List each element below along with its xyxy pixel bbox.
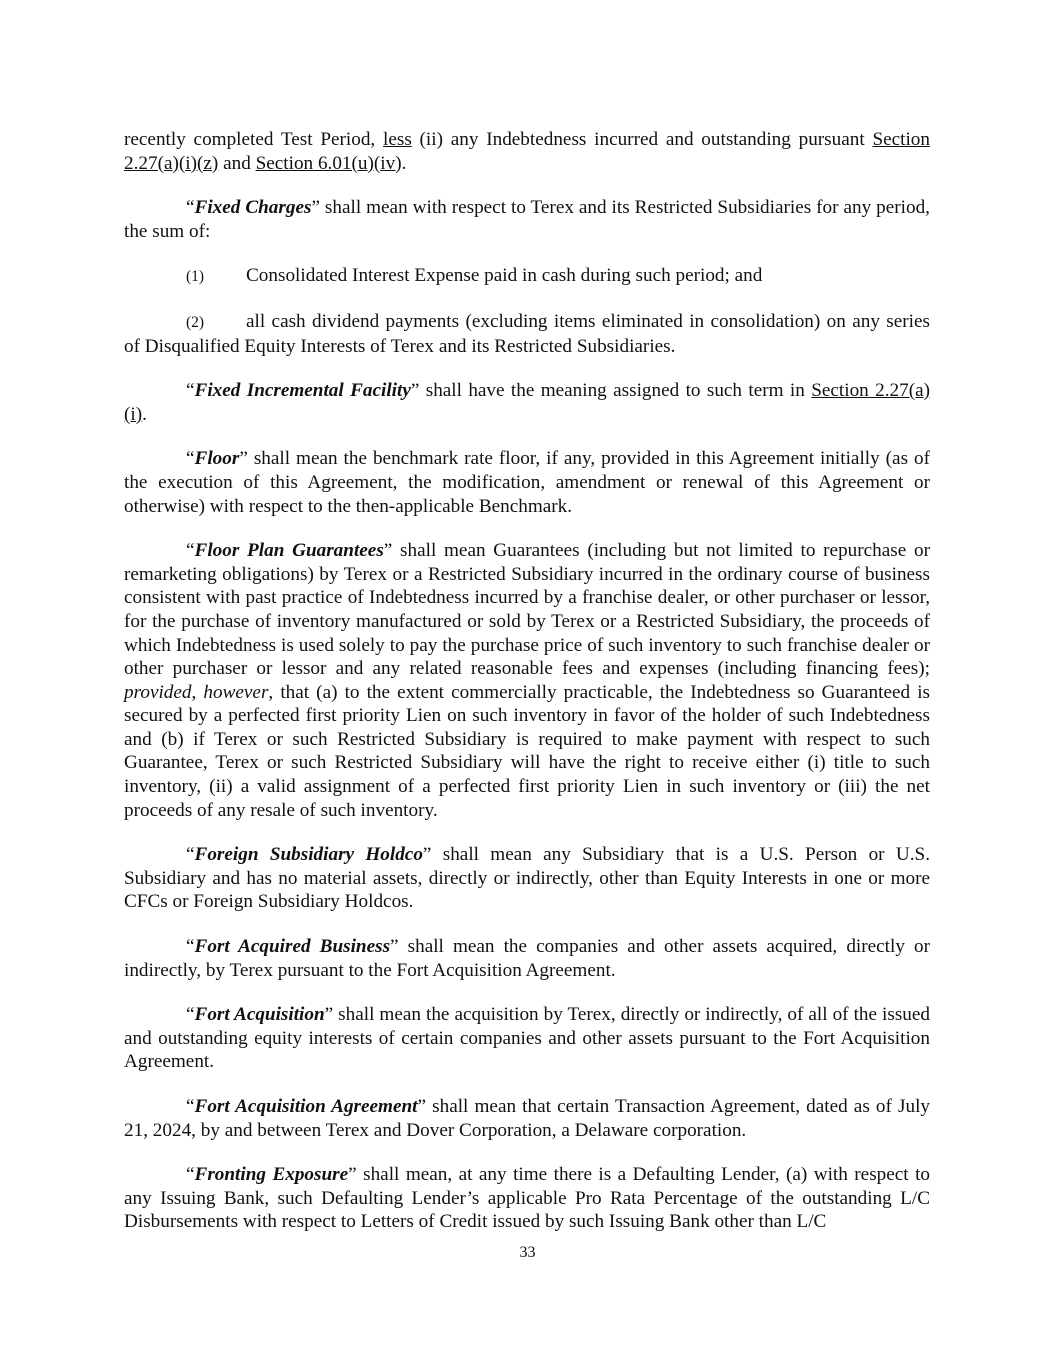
defined-term: Fixed Incremental Facility <box>194 380 411 402</box>
defined-term: Floor <box>194 448 240 470</box>
list-number: (1) <box>186 268 205 286</box>
section-ref: Section 2.27(a)(i)(z) <box>124 129 930 174</box>
defined-term: Foreign Subsidiary Holdco <box>194 844 423 866</box>
definition-fixed-charges: “Fixed Charges” shall mean with respect to Terex and its Restricted Subsidiaries for any period, the sum of: <box>124 197 930 242</box>
italic-word: provided <box>124 681 192 703</box>
definition-fronting-exposure: “Fronting Exposure” shall mean, at any time there is a Defaulting Lender, (a) with respect to any Issuing Bank, such Defaulting Lender’s applicable Pro Rata Percentage of the outstanding L/C Disbursements with respect to Letters of Credit issued by such Issuing Bank other than L/C <box>124 1164 930 1233</box>
defined-term: Fort Acquired Business <box>194 936 391 958</box>
definition-fort-acquisition-agreement: “Fort Acquisition Agreement” shall mean that certain Transaction Agreement, dated as of July 21, 2024, by and between Terex and Dover Corporation, a Delaware corporation. <box>124 1096 930 1141</box>
definition-floor-plan-guarantees: “Floor Plan Guarantees” shall mean Guarantees (including but not limited to repurchase or remarketing obligations) by Terex or a Restricted Subsidiary incurred in the ordinary course of business consistent with past practice of Indebtedness incurred by a franchise dealer, or other purchaser or lessor, for the purchase of inventory manufactured or sold by Terex or a Restricted Subsidiary, the proceeds of which Indebtedness is used solely to pay the purchase price of such inventory to such franchise dealer or other purchaser or lessor and any related reasonable fees and expenses (including financing fees); provided, however, that (a) to the extent commercially practicable, the Indebtedness so Guaranteed is secured by a perfected first priority Lien on such inventory in favor of the holder of such Indebtedness and (b) if Terex or such Restricted Subsidiary is required to make payment with respect to such Guarantee, Terex or such Restricted Subsidiary will have the right to receive either (i) title to such inventory, (ii) a valid assignment of a perfected first priority Lien in such inventory or (iii) the net proceeds of any resale of such inventory. <box>124 540 931 821</box>
definition-fort-acquired-business: “Fort Acquired Business” shall mean the companies and other assets acquired, directly or indirectly, by Terex pursuant to the Fort Acquisition Agreement. <box>124 936 930 981</box>
definition-foreign-subsidiary-holdco: “Foreign Subsidiary Holdco” shall mean any Subsidiary that is a U.S. Person or U.S. Subsidiary and has no material assets, directly or indirectly, other than Equity Interests in one or more CFCs or Foreign Subsidiary Holdcos. <box>124 844 930 913</box>
defined-term: Fort Acquisition Agreement <box>194 1096 418 1117</box>
definition-fort-acquisition: “Fort Acquisition” shall mean the acquisition by Terex, directly or indirectly, of all of the issued and outstanding equity interests of certain companies and other assets pursuant to the Fort Acquisition Agreement. <box>124 1004 930 1073</box>
defined-term: Fort Acquisition <box>194 1004 325 1026</box>
definition-floor: “Floor” shall mean the benchmark rate floor, if any, provided in this Agreement initially (as of the execution of this Agreement, the modification, amendment or renewal of this Agreement or otherwise) with respect to the then-applicable Benchmark. <box>124 448 930 517</box>
list-item: (1) Consolidated Interest Expense paid in cash during such period; and <box>124 264 930 289</box>
section-ref: Section 6.01(u)(iv) <box>255 152 402 174</box>
document-page <box>124 128 930 1234</box>
less-term: less <box>383 129 412 150</box>
list-number: (2) <box>186 313 205 331</box>
italic-word: however <box>203 681 269 703</box>
defined-term: Floor Plan Guarantees <box>194 540 384 562</box>
section-ref: Section 2.27(a)(i) <box>124 380 930 425</box>
page-number: 33 <box>519 1244 536 1261</box>
defined-term: Fronting Exposure <box>194 1164 349 1186</box>
defined-term: Fixed Charges <box>194 197 312 219</box>
intro-paragraph: recently completed Test Period, less (ii) any Indebtedness incurred and outstanding pursuant Section 2.27(a)(i)(z) and Section 6.01(u)(iv). <box>124 129 930 174</box>
list-item: (2) all cash dividend payments (excluding items eliminated in consolidation) on any series of Disqualified Equity Interests of Terex and its Restricted Subsidiaries. <box>124 310 930 357</box>
definition-fixed-incremental-facility: “Fixed Incremental Facility” shall have the meaning assigned to such term in Section 2.27(a)(i). <box>124 380 930 425</box>
